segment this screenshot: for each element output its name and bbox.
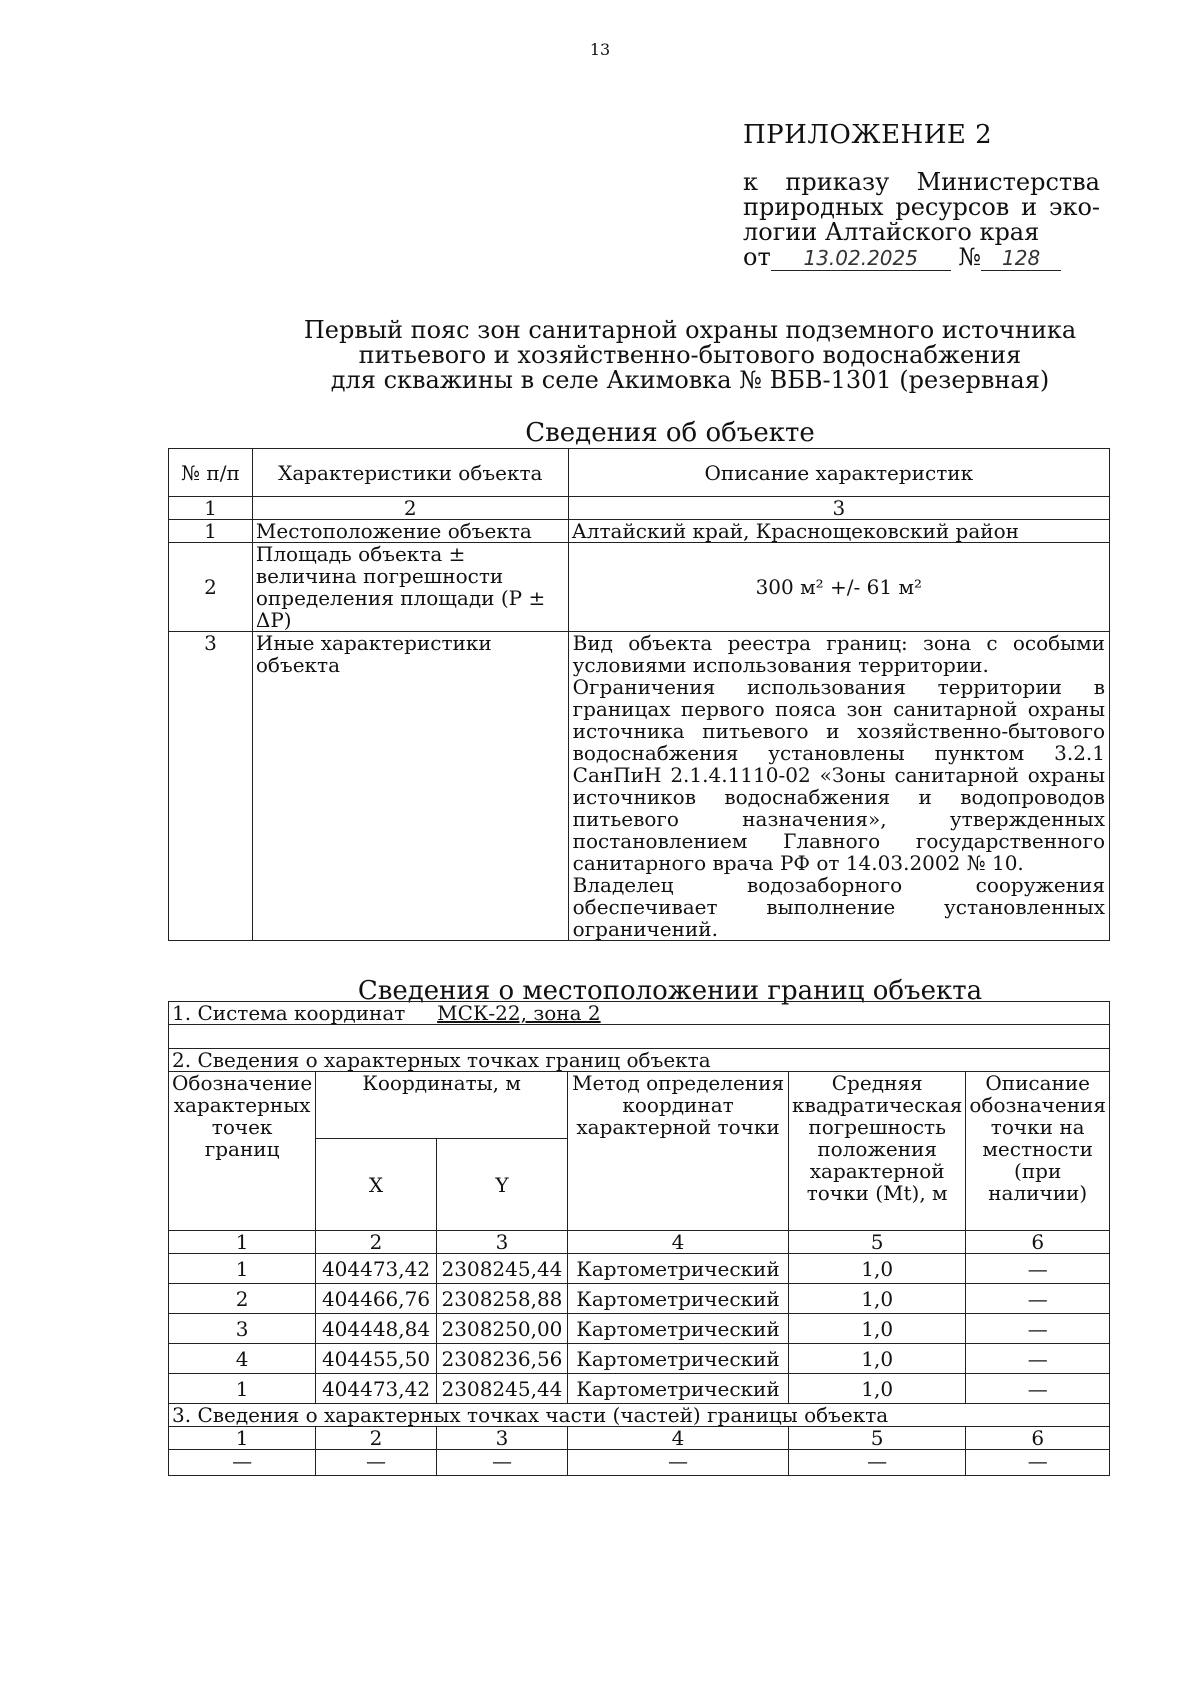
row-name: Местоположение объекта: [252, 520, 568, 543]
point-id: 2: [169, 1284, 316, 1314]
point-id: 1: [169, 1374, 316, 1404]
col-header-x: X: [316, 1139, 437, 1231]
table-row: [169, 1314, 1110, 1344]
table-row: [169, 1284, 1110, 1314]
point-method: Картометрический: [568, 1314, 789, 1344]
coord-system-value: МСК-22, зона 2: [437, 1001, 601, 1025]
numbering-cell: 4: [568, 1427, 789, 1450]
coord-system-label: 1. Система координат: [172, 1001, 406, 1025]
appendix-ref-line: логии Алтайского края: [743, 218, 1040, 246]
points-section-title: 2. Сведения о характерных точках границ объекта: [169, 1049, 1110, 1072]
parts-empty-cell: —: [568, 1450, 789, 1476]
numbering-cell: 1: [169, 1231, 316, 1254]
point-id: 4: [169, 1344, 316, 1374]
description-paragraph: Вид объекта реестра границ: зона с особыми условиями использования территории.: [572, 631, 1105, 677]
appendix-ref-line: к приказу Министерства: [743, 168, 1100, 196]
point-x: 404473,42: [316, 1374, 437, 1404]
handwritten-number: 128: [981, 246, 1061, 271]
col-header-point-description: Описание обозначения точки на местности (при наличии): [966, 1072, 1110, 1231]
numbering-cell: 5: [788, 1231, 965, 1254]
parts-section-title: 3. Сведения о характерных точках части (частей) границы объекта: [169, 1404, 1110, 1427]
heading-line: питьевого и хозяйственно-бытового водоснабжения: [358, 341, 1022, 369]
numbering-cell: 2: [252, 497, 568, 520]
point-y: 2308236,56: [436, 1344, 567, 1374]
point-y: 2308245,44: [436, 1254, 567, 1284]
point-error: 1,0: [788, 1254, 965, 1284]
location-table: [168, 1001, 1110, 1476]
point-method: Картометрический: [568, 1374, 789, 1404]
numbering-cell: 2: [316, 1427, 437, 1450]
parts-empty-cell: —: [788, 1450, 965, 1476]
point-y: 2308250,00: [436, 1314, 567, 1344]
table-row: [169, 1254, 1110, 1284]
numbering-cell: 2: [316, 1231, 437, 1254]
description-paragraph: Ограничения использования территории в границах первого пояса зон санитарной охраны источника питьевого и хозяйственно-бытового водоснабжения установлены пунктом 3.2.1 СанПиН 2.1.4.1110-02 «Зоны санитарной охраны источников водоснабжения и водопроводов питьевого назначения», утвержденных постановлением Главного государственного санитарного врача РФ от 14.03.2002 № 10.: [572, 675, 1105, 875]
empty-row: [169, 1025, 1110, 1049]
appendix-title: ПРИЛОЖЕНИЕ 2: [743, 120, 993, 150]
point-description: —: [966, 1374, 1110, 1404]
row-number: 2: [169, 543, 253, 632]
object-info-table: [168, 448, 1110, 941]
parts-empty-cell: —: [169, 1450, 316, 1476]
point-error: 1,0: [788, 1314, 965, 1344]
parts-empty-cell: —: [966, 1450, 1110, 1476]
row-description: [568, 632, 1109, 941]
numbering-cell: 1: [169, 1427, 316, 1450]
numbering-cell: 3: [568, 497, 1109, 520]
section-location-title: Сведения о местоположении границ объекта: [357, 976, 983, 1006]
parts-empty-cell: —: [316, 1450, 437, 1476]
col-header-error: Средняя квадратическая погрешность положения характерной точки (Mt), м: [788, 1072, 965, 1231]
point-method: Картометрический: [568, 1284, 789, 1314]
row-number: 1: [169, 520, 253, 543]
row-name: Площадь объекта ± величина погрешности определения площади (P ± ΔP): [252, 543, 568, 632]
point-x: 404455,50: [316, 1344, 437, 1374]
row-number: 3: [169, 632, 253, 941]
numbering-cell: 4: [568, 1231, 789, 1254]
point-method: Картометрический: [568, 1254, 789, 1284]
point-error: 1,0: [788, 1344, 965, 1374]
numbering-cell: 6: [966, 1231, 1110, 1254]
col-header-coordinates: Координаты, м: [316, 1072, 568, 1139]
appendix-reference: [743, 170, 1100, 245]
point-id: 1: [169, 1254, 316, 1284]
point-description: —: [966, 1284, 1110, 1314]
numbering-cell: 6: [966, 1427, 1110, 1450]
row-description: 300 м² +/- 61 м²: [568, 543, 1109, 632]
point-description: —: [966, 1344, 1110, 1374]
numbering-cell: 1: [169, 497, 253, 520]
point-error: 1,0: [788, 1284, 965, 1314]
description-paragraph: Владелец водозаборного сооружения обеспечивает выполнение установленных ограничений.: [572, 873, 1105, 941]
point-x: 404473,42: [316, 1254, 437, 1284]
row-name: Иные характеристики объекта: [252, 632, 568, 941]
table-row: [169, 1344, 1110, 1374]
col-header-number: № п/п: [169, 449, 253, 497]
point-method: Картометрический: [568, 1344, 789, 1374]
col-header-y: Y: [436, 1139, 567, 1231]
document-heading: [140, 318, 1200, 393]
point-description: —: [966, 1314, 1110, 1344]
point-description: —: [966, 1254, 1110, 1284]
order-date-number-line: [743, 243, 1061, 271]
numbering-cell: 5: [788, 1427, 965, 1450]
appendix-ref-line: природных ресурсов и эко-: [743, 193, 1100, 221]
point-error: 1,0: [788, 1374, 965, 1404]
row-description: Алтайский край, Краснощековский район: [568, 520, 1109, 543]
col-header-method: Метод определения координат характерной точки: [568, 1072, 789, 1231]
section-object-title: Сведения об объекте: [525, 418, 815, 448]
point-x: 404466,76: [316, 1284, 437, 1314]
col-header-description: Описание характеристик: [568, 449, 1109, 497]
point-id: 3: [169, 1314, 316, 1344]
coord-system-row: [169, 1002, 1110, 1025]
col-header-characteristics: Характеристики объекта: [252, 449, 568, 497]
parts-empty-cell: —: [436, 1450, 567, 1476]
heading-line: для скважины в селе Акимовка № ВБВ-1301 (резервная): [330, 366, 1050, 394]
numbering-cell: 3: [436, 1427, 567, 1450]
handwritten-date: 13.02.2025: [771, 246, 951, 271]
point-y: 2308258,88: [436, 1284, 567, 1314]
numbering-cell: 3: [436, 1231, 567, 1254]
table-row: [169, 1374, 1110, 1404]
point-x: 404448,84: [316, 1314, 437, 1344]
col-header-designation: Обозначение характерных точек границ: [169, 1072, 316, 1231]
heading-line: Первый пояс зон санитарной охраны подземного источника: [303, 316, 1077, 344]
point-y: 2308245,44: [436, 1374, 567, 1404]
number-label: №: [958, 243, 982, 271]
from-label: от: [743, 243, 771, 271]
page-number: 13: [589, 40, 611, 59]
